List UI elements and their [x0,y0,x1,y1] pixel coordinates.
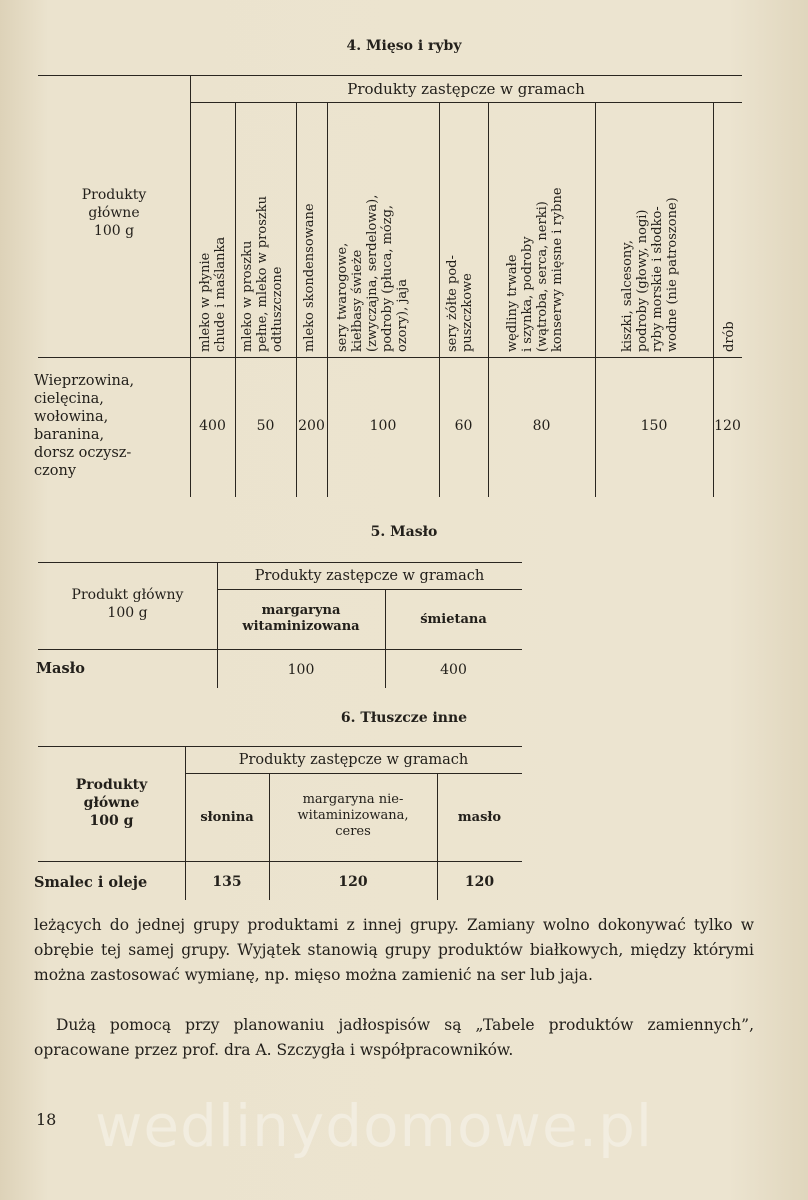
section4-title: 4. Mięso i ryby [346,38,462,54]
table-cell: 400 [199,418,226,434]
col-milk-condensed: mleko skondensowane [302,203,317,352]
body-paragraph: leżących do jednej grupy produktami z innej grupy. Zamiany wolno dokonywać tylko w obrębie tej samej grupy. Wyjątek stanowią grupy produktów białkowych, między którymi można zastosować wymianę, np. mięso można zamienić na ser lub jaja. [34,916,754,984]
col-margarine-vit: margaryna witaminizowana [242,603,360,634]
section4-row-label: Wieprzowina, cielęcina, wołowina, baranina, dorsz oczysz- czony [34,373,135,479]
section4-header: Produkty zastępcze w gramach [347,80,585,98]
table-cell: 100 [287,662,315,678]
table-cell: 50 [256,418,275,434]
section4-main-label: Produkty główne 100 g [81,187,147,239]
col-sausages-fish: kiszki, salcesony, podroby (głowy, nogi) ryby morskie i słodko- wodne (nie patroszone) [620,197,680,352]
section6-title: 6. Tłuszcze inne [340,710,468,726]
table-cell: 80 [532,418,551,434]
table-cell: 120 [714,418,741,434]
table-cell: 400 [440,662,467,678]
table-cell: 135 [212,874,242,890]
watermark: wedlinydomowe.pl [95,1092,654,1160]
section6-main-label: Produkty główne 100 g [75,777,148,829]
section5-main-label: Produkt główny 100 g [71,587,184,621]
col-butter: masło [457,810,502,825]
table-cell: 100 [369,418,397,434]
section5-title: 5. Masło [370,524,438,540]
table-cell: 120 [464,874,495,890]
col-cured-meats: wędliny trwałe i szynka, podroby (wątroba, serca, nerki) konserwy mięsne i rybne [505,187,565,352]
table-cell: 120 [338,874,368,890]
body-paragraph: Dużą pomocą przy planowaniu jadłospisów są „Tabele produktów zamiennych”, opracowane przez prof. dra A. Szczygła i współpracowników. [34,1016,754,1059]
page-number: 18 [36,1110,57,1129]
col-poultry: drób [722,321,737,352]
section5-header: Produkty zastępcze w gramach [254,568,485,584]
col-cream: śmietana [420,612,487,627]
col-cottage-cheese: sery twarogowe, kiełbasy świeże (zwyczajna, serdelowa), podroby (płuca, mózg, ozory), jaja [335,194,410,352]
col-milk-powder: mleko w proszku pełne, mleko w proszku odtłuszczone [240,196,285,352]
section6-header: Produkty zastępcze w gramach [238,752,469,768]
col-lard: słonina [200,810,254,825]
section6-row-label: Smalec i oleje [34,874,148,891]
col-rennet-cheese: sery żółte pod- puszczkowe [445,255,475,352]
table-cell: 60 [454,418,473,434]
section5-row-label: Masło [36,660,85,677]
table-cell: 200 [298,418,325,434]
col-milk-liquid: mleko w płynie chude i maślanka [198,236,228,352]
table-cell: 150 [640,418,668,434]
col-margarine-nonvit: margaryna nie- witaminizowana, ceres [297,792,409,839]
